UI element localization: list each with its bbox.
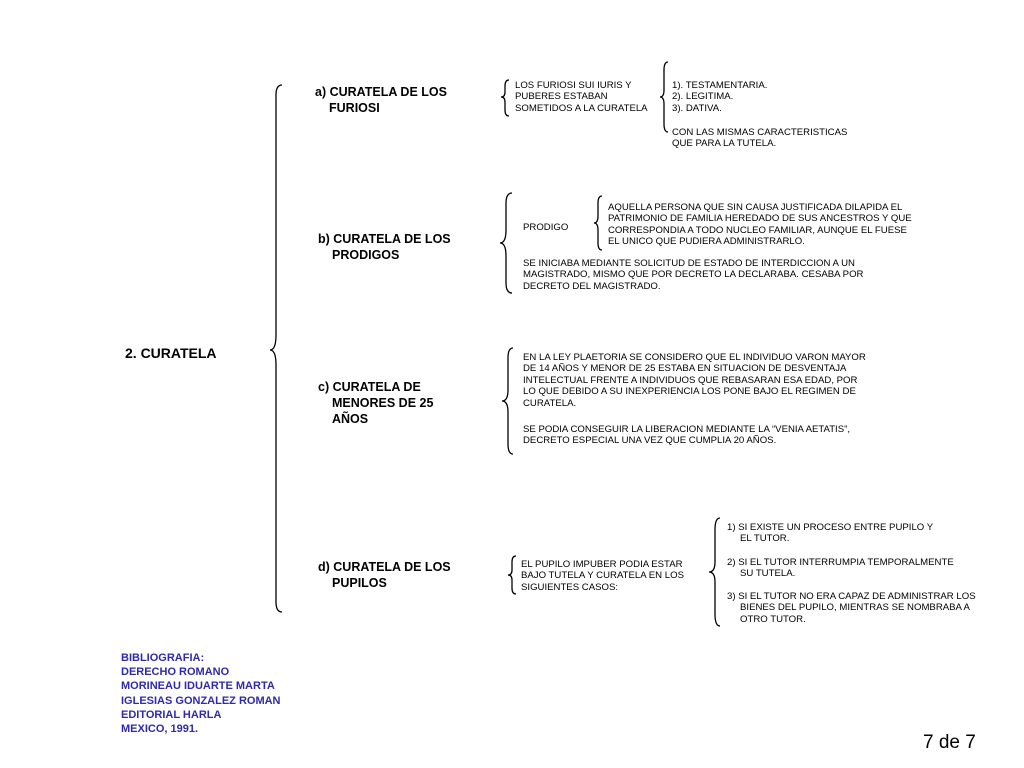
furiosi-types-brace-icon [660,62,668,132]
main-brace-icon [270,85,282,612]
list-item: 3). DATIVA. [672,102,722,114]
list-item: 1). TESTAMENTARIA. [672,80,768,91]
furiosi-heading: a) CURATELA DE LOS FURIOSI [315,85,447,115]
main-title: 2. CURATELA [125,345,217,361]
pupilos-description: EL PUPILO IMPUBER PODIA ESTAR BAJO TUTELA Y CURATELA EN LOS SIGUIENTES CASOS: [521,559,684,593]
menores-brace-icon [502,348,513,454]
furiosi-description: LOS FURIOSI SUI IURIS Y PUBERES ESTABAN SOMETIDOS A LA CURATELA [515,80,648,114]
bibliography: BIBLIOGRAFIA: DERECHO ROMANO MORINEAU IDUARTE MARTA IGLESIAS GONZALEZ ROMAN EDITORIAL HARLA MEXICO, 1991. [121,652,281,736]
prodigos-procedure: SE INICIABA MEDIANTE SOLICITUD DE ESTADO DE INTERDICCION A UN MAGISTRADO, MISMO QUE POR DECRETO LA DECLARABA. CESABA POR DECRETO DEL MAGISTRADO. [523,258,864,292]
pupilos-case-1: 1) SI EXISTE UN PROCESO ENTRE PUPILO Y EL TUTOR. [727,522,934,545]
prodigo-term: PRODIGO [523,222,569,233]
menores-heading: c) CURATELA DE MENORES DE 25 AÑOS [318,380,434,426]
pupilos-case-3: 3) SI EL TUTOR NO ERA CAPAZ DE ADMINISTRAR LOS BIENES DEL PUPILO, MIENTRAS SE NOMBRABA A OTRO TUTOR. [727,591,976,625]
pupilos-cases-brace-icon [709,518,720,626]
pupilos-case-2: 2) SI EL TUTOR INTERRUMPIA TEMPORALMENTE SU TUTELA. [727,557,954,580]
prodigo-definition-brace-icon [594,196,602,250]
pupilos-heading: d) CURATELA DE LOS PUPILOS [318,560,451,590]
furiosi-note: CON LAS MISMAS CARACTERISTICAS QUE PARA LA TUTELA. [672,127,848,150]
prodigos-brace-icon [500,193,512,293]
menores-paragraph-1: EN LA LEY PLAETORIA SE CONSIDERO QUE EL INDIVIDUO VARON MAYOR DE 14 AÑOS Y MENOR DE 25 ESTABA EN SITUACION DE DESVENTAJA INTELECTUAL FRENTE A INDIVIDUOS QUE REBASARAN ESA EDAD, POR LO QUE DEBIDO A SU INEXPERIENCIA LOS PONE BAJO EL REGIMEN DE CURATELA. [523,352,866,409]
list-item: 2). LEGITIMA. [672,91,734,103]
prodigos-heading: b) CURATELA DE LOS PRODIGOS [318,232,451,262]
prodigo-definition: AQUELLA PERSONA QUE SIN CAUSA JUSTIFICADA DILAPIDA EL PATRIMONIO DE FAMILIA HEREDADO DE SUS ANCESTROS Y QUE CORRESPONDIA A TODO NUCLEO FAMILIAR, AUNQUE EL FUESE EL UNICO QUE PUDIERA ADMINISTRARLO. [608,202,912,248]
menores-paragraph-2: SE PODIA CONSEGUIR LA LIBERACION MEDIANTE LA “VENIA AETATIS”, DECRETO ESPECIAL UNA VEZ QUE CUMPLIA 20 AÑOS. [523,424,850,447]
furiosi-brace-icon [501,80,509,116]
furiosi-types-list [672,80,767,114]
page-indicator: 7 de 7 [923,732,976,753]
pupilos-brace-icon [508,556,516,594]
